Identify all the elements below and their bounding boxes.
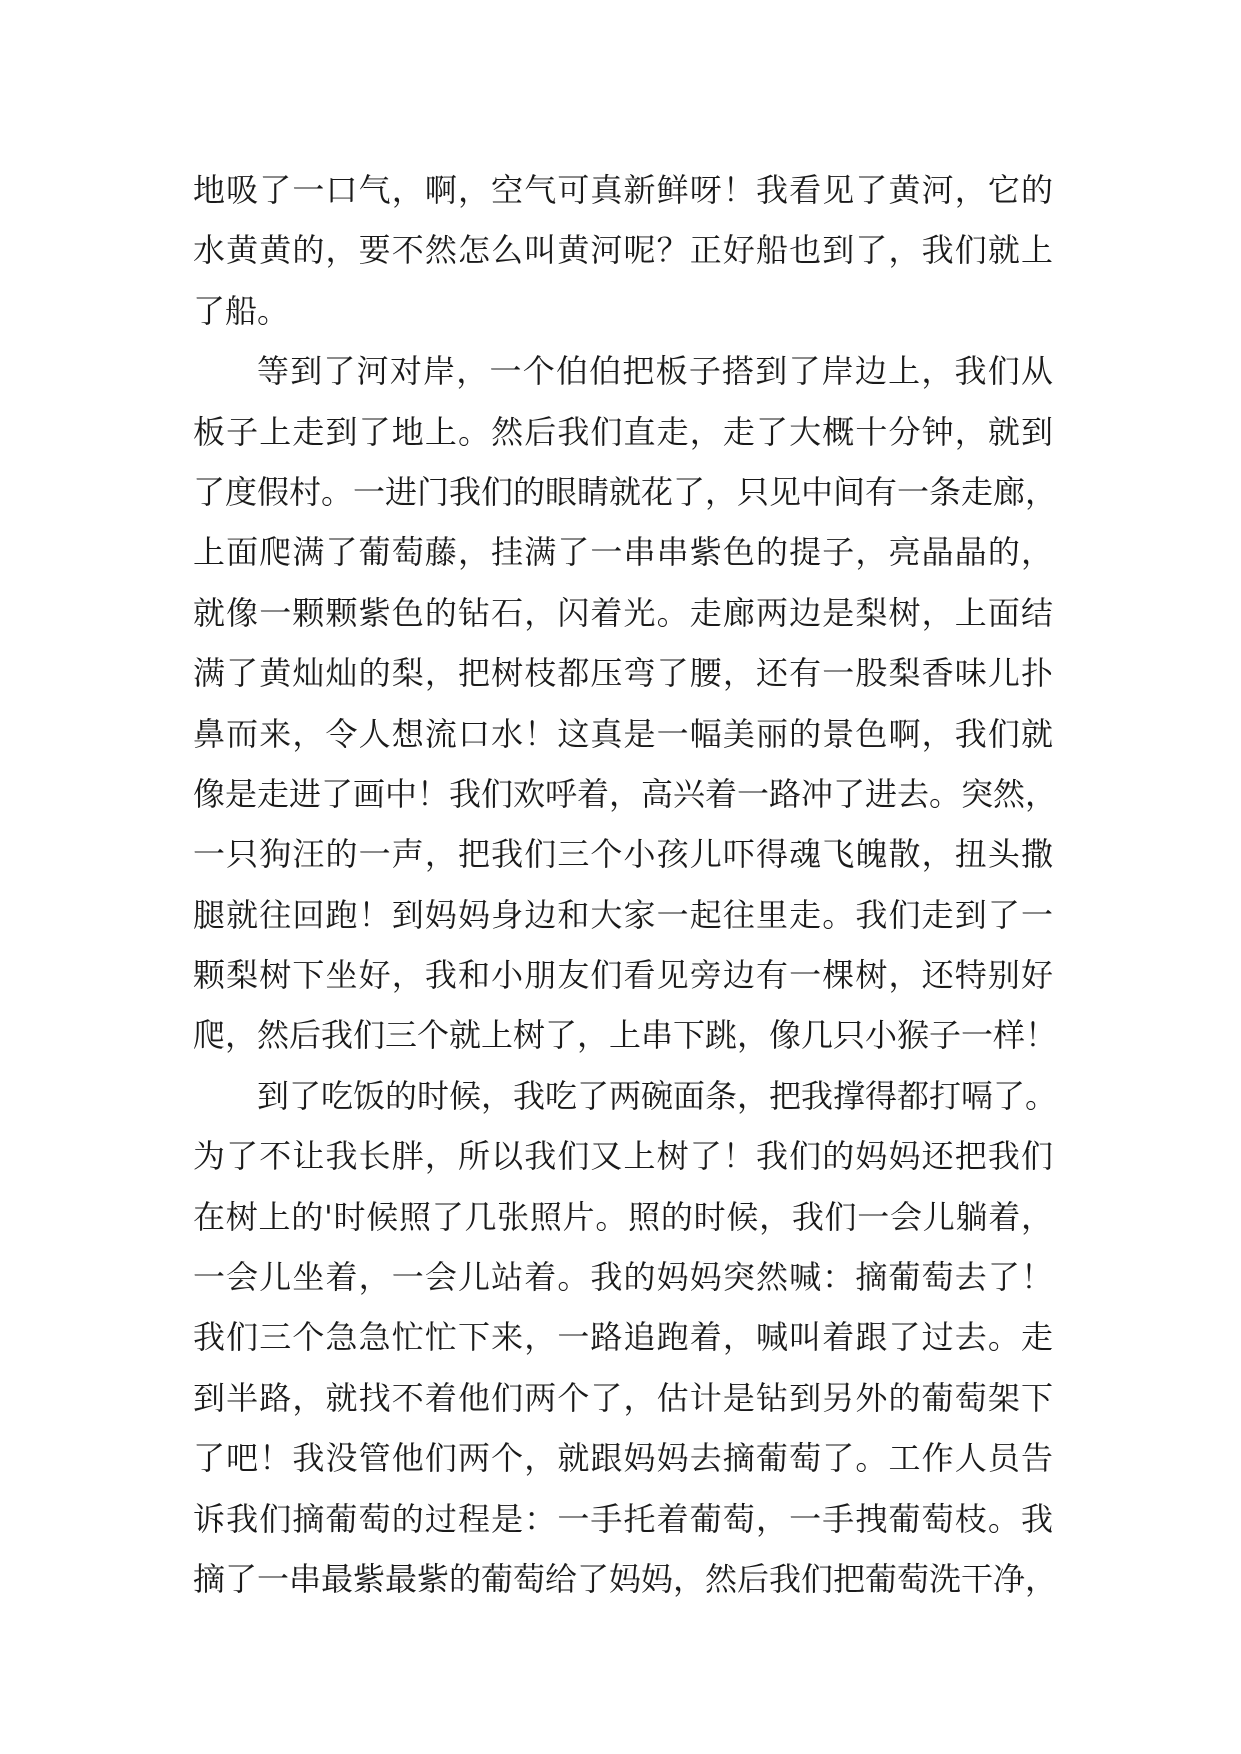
text-line: 水黄黄的，要不然怎么叫黄河呢？正好船也到了，我们就上 xyxy=(193,231,1053,270)
document-body xyxy=(193,160,1058,1609)
text-line: 诉我们摘葡萄的过程是：一手托着葡萄，一手拽葡萄枝。我 xyxy=(193,1499,1053,1538)
text-line: 了度假村。一进门我们的眼睛就花了，只见中间有一条走廊， xyxy=(193,472,1058,511)
text-line: 我们三个急急忙忙下来，一路追跑着，喊叫着跟了过去。走 xyxy=(193,1318,1053,1357)
text-line: 板子上走到了地上。然后我们直走，走了大概十分钟，就到 xyxy=(193,412,1053,451)
text-line: 像是走进了画中！我们欢呼着，高兴着一路冲了进去。突然， xyxy=(193,774,1058,813)
text-line: 爬，然后我们三个就上树了，上串下跳，像几只小猴子一样！ xyxy=(193,1016,1058,1055)
text-line: 腿就往回跑！到妈妈身边和大家一起往里走。我们走到了一 xyxy=(193,895,1053,934)
text-line: 了吧！我没管他们两个，就跟妈妈去摘葡萄了。工作人员告 xyxy=(193,1439,1053,1478)
text-line: 上面爬满了葡萄藤，挂满了一串串紫色的提子，亮晶晶的， xyxy=(193,533,1053,572)
text-line: 在树上的'时候照了几张照片。照的时候，我们一会儿躺着， xyxy=(193,1197,1053,1236)
text-line: 地吸了一口气，啊，空气可真新鲜呀！我看见了黄河，它的 xyxy=(193,171,1053,209)
text-line: 满了黄灿灿的梨，把树枝都压弯了腰，还有一股梨香味儿扑 xyxy=(193,654,1053,693)
paragraph-first-line: 到了吃饭的时候，我吃了两碗面条，把我撑得都打嗝了。 xyxy=(257,1076,1058,1115)
text-line: 一会儿坐着，一会儿站着。我的妈妈突然喊：摘葡萄去了！ xyxy=(193,1258,1053,1297)
text-line: 颗梨树下坐好，我和小朋友们看见旁边有一棵树，还特别好 xyxy=(193,956,1053,995)
text-line: 了船。 xyxy=(193,291,290,330)
text-line: 到半路，就找不着他们两个了，估计是钻到另外的葡萄架下 xyxy=(193,1378,1053,1417)
text-line: 摘了一串最紫最紫的葡萄给了妈妈，然后我们把葡萄洗干净， xyxy=(193,1559,1058,1598)
text-line: 一只狗汪的一声，把我们三个小孩儿吓得魂飞魄散，扭头撒 xyxy=(193,835,1053,874)
paragraph-first-line: 等到了河对岸，一个伯伯把板子搭到了岸边上，我们从 xyxy=(257,352,1053,391)
text-line: 鼻而来，令人想流口水！这真是一幅美丽的景色啊，我们就 xyxy=(193,714,1053,753)
text-line: 为了不让我长胖，所以我们又上树了！我们的妈妈还把我们 xyxy=(193,1137,1053,1176)
text-line: 就像一颗颗紫色的钻石，闪着光。走廊两边是梨树，上面结 xyxy=(193,593,1053,632)
